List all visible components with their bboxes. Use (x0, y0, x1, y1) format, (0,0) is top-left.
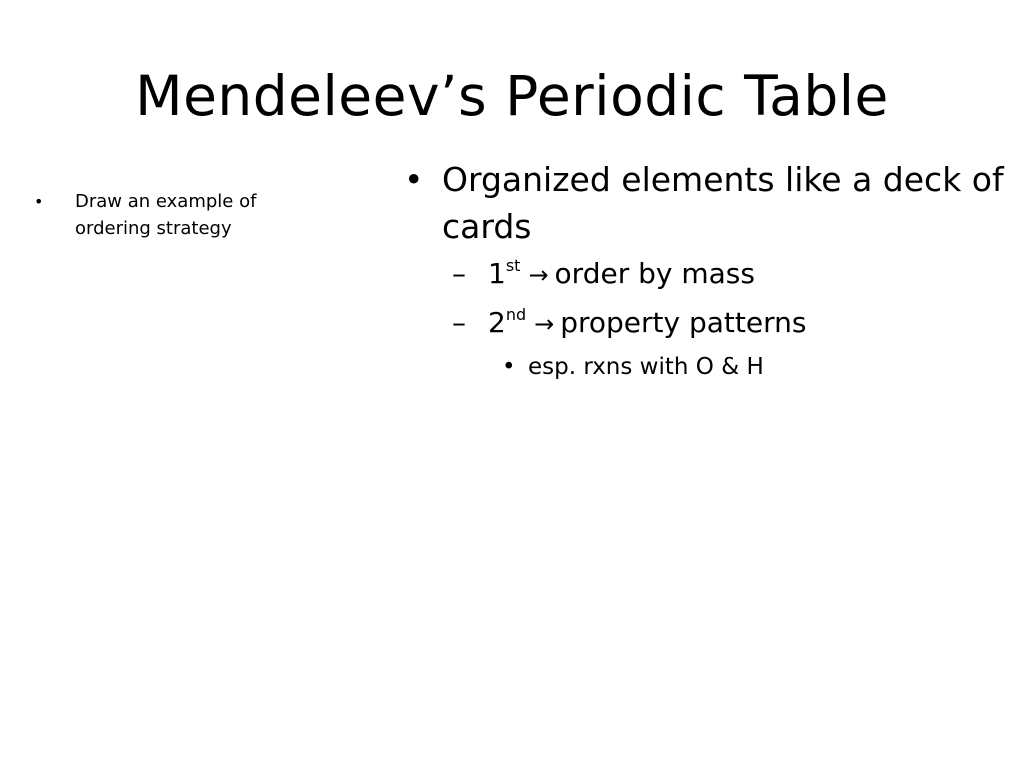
sub-bullet-text (488, 250, 755, 299)
dash-icon: – (452, 306, 466, 339)
sub-bullet-text (488, 299, 806, 348)
ordinal-number: 1 (488, 257, 506, 290)
main-bullet-text: Organized elements like a deck of cards (442, 160, 1004, 246)
arrow-right-icon: → (534, 310, 555, 338)
left-notes (34, 188, 324, 242)
sub-bullet-label: property patterns (560, 306, 807, 339)
bullet-icon: • (502, 354, 516, 380)
dash-icon: – (452, 257, 466, 290)
sub-bullet-label: order by mass (554, 257, 755, 290)
bullet-icon: • (34, 192, 44, 211)
subsub-bullet-item (502, 348, 1004, 386)
ordinal-number: 2 (488, 306, 506, 339)
ordinal-suffix: st (505, 255, 521, 275)
subsub-bullet-text: esp. rxns with O & H (528, 354, 764, 380)
slide-title: Mendeleev’s Periodic Table (135, 64, 889, 128)
sub-bullet-item (452, 250, 1004, 299)
bullet-icon: • (404, 160, 424, 199)
main-bullet-item (404, 156, 1004, 250)
left-bullet-item (34, 188, 324, 242)
sub-bullet-item (452, 299, 1004, 348)
main-content (404, 156, 1004, 386)
left-bullet-text: Draw an example of ordering strategy (75, 191, 257, 239)
ordinal-suffix: nd (505, 304, 527, 324)
arrow-right-icon: → (528, 261, 549, 289)
